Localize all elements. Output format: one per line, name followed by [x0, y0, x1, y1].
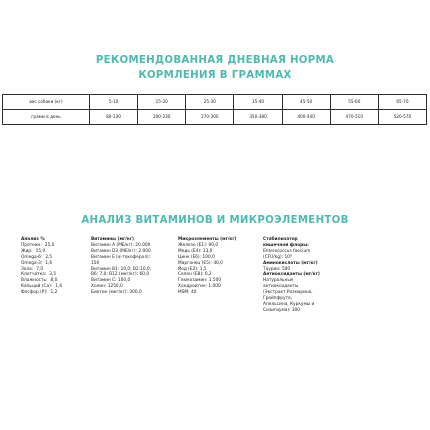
- vitamin-item: Биотин (мкг/кг): 300,0: [91, 290, 142, 296]
- vitamin-item: Витамин B1: 10,0; B2:10,0;: [91, 266, 152, 272]
- analysis-item-name: Влажность:: [21, 278, 48, 284]
- microelement-item: Глюкозамин: 1.500: [178, 278, 222, 284]
- weight-cell: 45-50: [282, 95, 330, 110]
- weight-cell: 5-10: [90, 95, 138, 110]
- analysis-title: АНАЛИЗ ВИТАМИНОВ И МИКРОЭЛЕМЕНТОВ: [81, 215, 349, 226]
- grams-cell: 470-510: [330, 110, 378, 125]
- feeding-title-line1: РЕКОМЕНДОВАННАЯ ДНЕВНАЯ НОРМА: [95, 55, 335, 66]
- stabilizer-item: (Экстракт Розмарина,: [263, 290, 313, 296]
- analysis-item-name: Omega-3:: [21, 260, 43, 266]
- stabilizer-item: Апельсина, Куркумы и: [263, 301, 315, 307]
- weight-cell: 65-70: [378, 95, 426, 110]
- analysis-item-name: Жир:: [21, 248, 33, 254]
- microelement-item: MSM: 40: [178, 290, 197, 296]
- analysis-item-name: Фосфор (P):: [21, 290, 48, 296]
- grams-cell: 520-570: [378, 110, 426, 125]
- analysis-item: [21, 290, 81, 296]
- feeding-table: [2, 94, 427, 125]
- microelements-header: Микроэлементы (мг/кг): [178, 237, 237, 242]
- grams-cell: 400-440: [282, 110, 330, 125]
- microelements-list: [178, 243, 258, 296]
- vitamin-item: 150: [91, 260, 100, 266]
- stabilizer-item: Грейпфрута,: [263, 296, 293, 302]
- analysis-item-name: Зола:: [21, 266, 34, 272]
- analysis-item-value: 1,2: [50, 290, 58, 296]
- vitamins-header: Витамины (мг/кг): [91, 237, 134, 242]
- analysis-item-value: 1,6: [55, 284, 63, 290]
- weight-cell: 55-60: [330, 95, 378, 110]
- weight-cell: 15-20: [138, 95, 186, 110]
- analysis-item-value: 25,0: [44, 242, 55, 248]
- analysis-item-name: Omega-6:: [21, 254, 43, 260]
- analysis-list: [21, 243, 81, 296]
- analysis-item-value: 15,0: [35, 248, 46, 254]
- vitamin-item: Витамин E (α-токоферол):: [91, 254, 151, 260]
- analysis-item-value: 1,6: [45, 260, 53, 266]
- stabilizer-item: Антиоксиданты (мг/кг): [263, 272, 320, 278]
- vitamin-item: B6: 7,0; B12 (мкг/кг): 60,0: [91, 272, 150, 278]
- analysis-item-value: 3,5: [49, 272, 57, 278]
- analysis-column: [21, 237, 81, 296]
- microelement-item: Медь (E4): 13,0: [178, 248, 213, 254]
- feeding-title: [0, 53, 430, 83]
- feeding-title-line2: КОРМЛЕНИЯ В ГРАММАХ: [138, 70, 292, 81]
- weight-label: вес собаки (кг): [3, 95, 90, 110]
- vitamin-item: Холин: 1250,0: [91, 284, 123, 290]
- grams-row: [3, 110, 427, 125]
- vitamin-item: Витамин A (МЕ/кг): 20.000: [91, 242, 151, 248]
- analysis-item-name: Протеин:: [21, 242, 42, 248]
- stabilizer-item: Натуральные: [263, 278, 294, 284]
- analysis-item-value: 7,0: [36, 266, 44, 272]
- stabilizer-item: антиоксиданты: [263, 284, 299, 290]
- stabilizer-item: Enterococcus faecium: [263, 248, 311, 254]
- weight-cell: 35-40: [234, 95, 282, 110]
- stabilizer-item: Сизигиума): 300: [263, 307, 301, 313]
- grams-cell: 350-380: [234, 110, 282, 125]
- vitamin-item: Витамин D3 (МЕ/кг): 2.000: [91, 248, 151, 254]
- microelement-item: Марганец (E5): 40,0: [178, 260, 223, 266]
- grams-cell: 270-300: [186, 110, 234, 125]
- vitamins-list: [91, 243, 169, 296]
- microelement-item: Хондроитин: 1.000: [178, 284, 221, 290]
- stabilizer-column: [263, 237, 353, 314]
- microelement-item: Йод (E2): 1,5: [178, 266, 207, 272]
- grams-cell: 200-230: [138, 110, 186, 125]
- microelement-item: Селен (E8): 0,2: [178, 272, 212, 278]
- stabilizer-item: кишечной флоры:: [263, 242, 309, 248]
- analysis-item-name: Клетчатка:: [21, 272, 47, 278]
- microelements-column: [178, 237, 258, 296]
- stabilizer-item: Таурин: 500: [263, 266, 291, 272]
- stabilizer-header: Стабилизатор: [263, 237, 298, 242]
- stabilizer-item: (CFU/kg): 10⁸: [263, 254, 292, 260]
- grams-cell: 80-130: [90, 110, 138, 125]
- analysis-header: Анализ %: [21, 237, 45, 242]
- analysis-item-value: 2,5: [45, 254, 53, 260]
- vitamins-column: [91, 237, 169, 296]
- stabilizer-list: [263, 243, 353, 314]
- weight-row: [3, 95, 427, 110]
- analysis-item-value: 8,0: [50, 278, 58, 284]
- microelement-item: Цинк (E6): 100,0: [178, 254, 215, 260]
- analysis-item-name: Кальций (Ca):: [21, 284, 53, 290]
- stabilizer-item: Аминокислоты (мг/кг): [263, 260, 318, 266]
- vitamin-item: Витамин C: 100,0: [91, 278, 131, 284]
- microelement-item: Железо (E1): 90,0: [178, 242, 219, 248]
- grams-label: грамм в день: [3, 110, 90, 125]
- weight-cell: 25-30: [186, 95, 234, 110]
